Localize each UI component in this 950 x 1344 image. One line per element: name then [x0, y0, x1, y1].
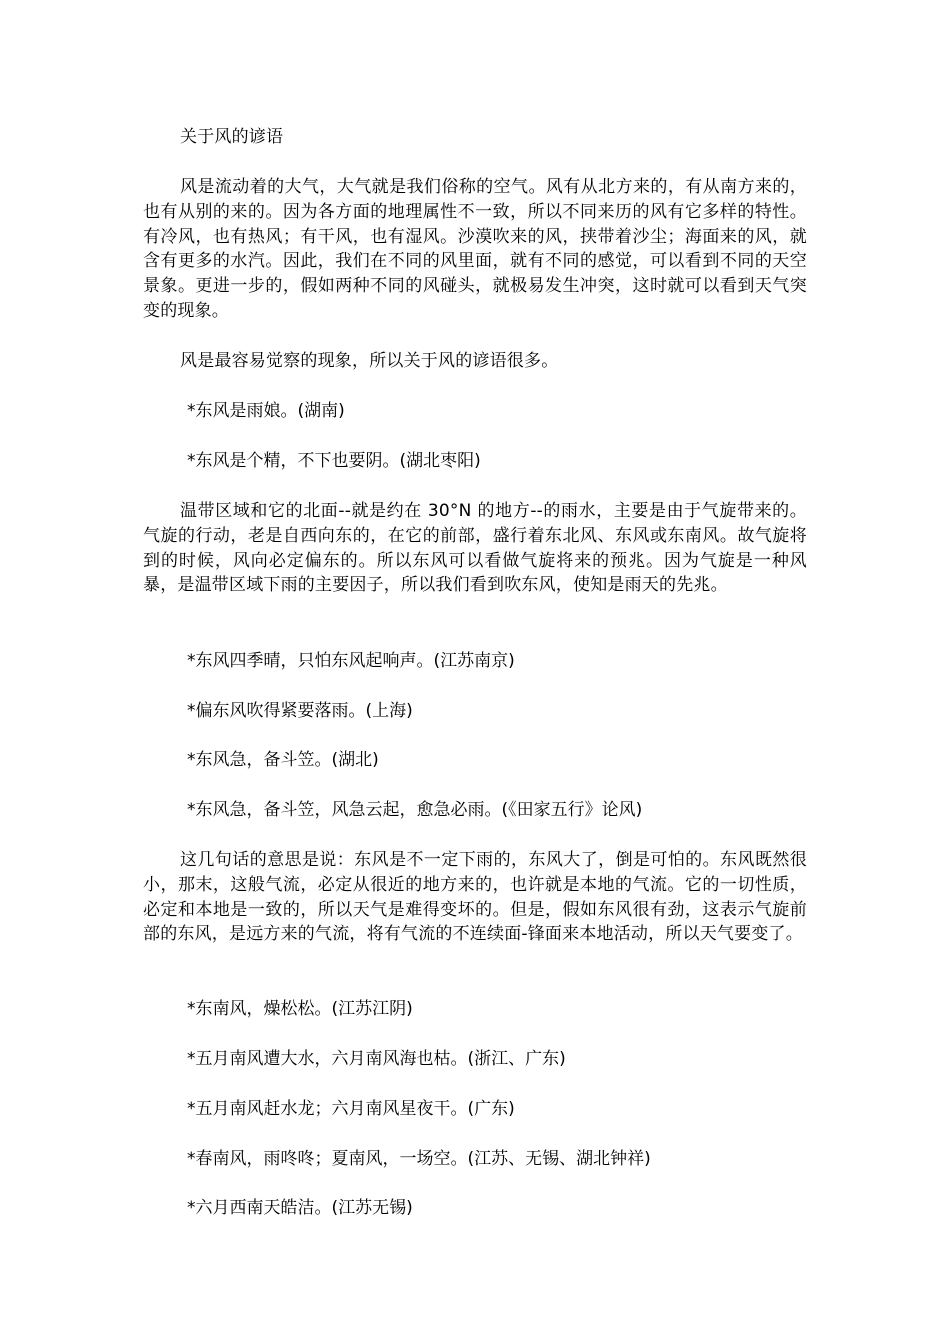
proverb-item: *偏东风吹得紧要落雨。(上海) — [187, 701, 413, 721]
proverb-item: *东南风，燥松松。(江苏江阴) — [187, 999, 413, 1019]
proverb-item: *东风急，备斗笠。(湖北) — [187, 750, 379, 770]
proverb-item: *东风是雨娘。(湖南) — [187, 401, 345, 421]
paragraph-proverbs-intro: 风是最容易觉察的现象，所以关于风的谚语很多。 — [180, 351, 559, 371]
proverb-item: *东风四季晴，只怕东风起响声。(江苏南京) — [187, 651, 515, 671]
proverb-item: *东风急，备斗笠，风急云起，愈急必雨。(《田家五行》论风) — [187, 800, 643, 820]
proverb-item: *五月南风遭大水，六月南风海也枯。(浙江、广东) — [187, 1049, 566, 1069]
proverb-item: *六月西南天皓洁。(江苏无锡) — [187, 1198, 413, 1218]
paragraph-east-wind-explanation: 这几句话的意思是说：东风是不一定下雨的，东风大了，倒是可怕的。东风既然很小，那末，这般气流，必定从很近的地方来的，也许就是本地的气流。它的一切性质，必定和本地是一致的，所以天气是难得变坏的。但是，假如东风很有劲，这表示气旋前部的东风，是远方来的气流，将有气流的不连续面-锋面来本地活动，所以天气要变了。 — [143, 850, 807, 945]
document-title: 关于风的谚语 — [180, 127, 284, 147]
proverb-item: *五月南风赶水龙；六月南风星夜干。(广东) — [187, 1099, 515, 1119]
paragraph-wind-intro: 风是流动着的大气，大气就是我们俗称的空气。风有从北方来的，有从南方来的，也有从别的来的。因为各方面的地理属性不一致，所以不同来历的风有它多样的特性。有冷风，也有热风；有干风，也有湿风。沙漠吹来的风，挟带着沙尘；海面来的风，就含有更多的水汽。因此，我们在不同的风里面，就有不同的感觉，可以看到不同的天空景象。更进一步的，假如两种不同的风碰头，就极易发生冲突，这时就可以看到天气突变的现象。 — [143, 177, 807, 321]
proverb-item: *春南风，雨咚咚；夏南风，一场空。(江苏、无锡、湖北钟祥) — [187, 1149, 651, 1169]
proverb-item: *东风是个精，不下也要阴。(湖北枣阳) — [187, 451, 481, 471]
paragraph-cyclone: 温带区域和它的北面--就是约在 30°N 的地方--的雨水，主要是由于气旋带来的。气旋的行动，老是自西向东的，在它的前部，盛行着东北风、东风或东南风。故气旋将到的时候，风向必定偏东的。所以东风可以看做气旋将来的预兆。因为气旋是一种风暴，是温带区域下雨的主要因子，所以我们看到吹东风，使知是雨天的先兆。 — [143, 501, 807, 596]
